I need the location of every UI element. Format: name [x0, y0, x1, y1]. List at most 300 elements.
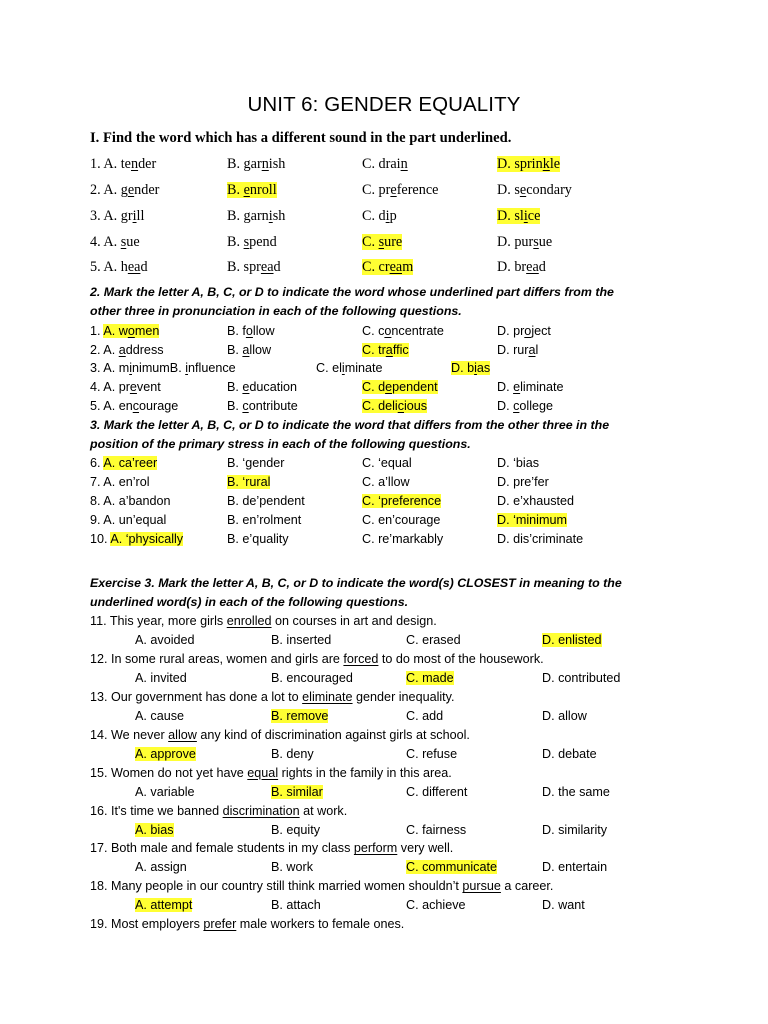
text-segment: C. achieve [406, 898, 466, 913]
highlighted-text: ious [404, 399, 428, 413]
underlined-text: i [129, 361, 133, 375]
answer-option [271, 671, 353, 685]
answer-option [227, 234, 277, 251]
text-segment: a career. [500, 879, 554, 894]
answer-option [362, 399, 427, 413]
text-segment: p [389, 208, 397, 224]
text-segment: B. gar [227, 156, 262, 172]
answer-option [90, 513, 166, 527]
underlined-text: equal [247, 765, 279, 780]
answer-option [497, 532, 583, 546]
answer-option [90, 532, 183, 546]
underlined-text: i [523, 208, 528, 224]
text-segment: sh [272, 208, 286, 224]
underlined-text: e [390, 182, 397, 198]
answer-option [497, 494, 574, 508]
underlined-text: i [132, 208, 137, 224]
question-stem [90, 879, 553, 893]
highlighted-text: ure [384, 234, 403, 250]
text-segment: D. dis’criminate [497, 532, 584, 546]
text-segment: B. spr [227, 259, 261, 275]
answer-option [497, 208, 540, 225]
underlined-text: i [185, 361, 189, 375]
text-segment: 6. [90, 456, 104, 470]
text-segment: D. pur [497, 234, 534, 250]
highlighted-text: A. ‘physically [110, 532, 184, 546]
answer-option [227, 259, 281, 276]
text-segment: minate [344, 361, 383, 375]
text-segment: D. want [542, 898, 585, 913]
text-segment: C. en’courage [362, 513, 441, 527]
text-segment: B. attach [271, 898, 321, 913]
underlined-text: s [533, 234, 539, 250]
underlined-text: a [528, 343, 536, 357]
answer-option [271, 823, 320, 837]
question-stem [90, 804, 347, 818]
text-segment: 14. We never [90, 727, 169, 742]
answer-option [542, 671, 620, 685]
answer-option [90, 380, 161, 394]
answer-option [362, 456, 412, 470]
text-segment: ncentrate [391, 324, 444, 338]
section-heading: Exercise 3. Mark the letter A, B, C, or D to indicate the word(s) CLOSEST in meaning to the [90, 576, 622, 590]
answer-option [362, 380, 438, 394]
answer-row [0, 709, 768, 729]
answer-row [0, 823, 768, 843]
highlighted-text: m [402, 259, 414, 275]
text-segment: d [273, 259, 281, 275]
underlined-text: c [513, 399, 520, 413]
answer-option [497, 343, 538, 357]
question-row [0, 343, 768, 363]
answer-option [227, 343, 271, 357]
text-segment: C. re’markably [362, 532, 444, 546]
answer-row [0, 633, 768, 653]
text-segment: C. add [406, 708, 444, 723]
underlined-text: allow [168, 727, 197, 742]
text-segment: C. erased [406, 633, 461, 647]
answer-option [135, 785, 195, 799]
section-heading: other three in pronunciation in each of the following questions. [90, 304, 462, 318]
question-row [0, 380, 768, 400]
answer-option [90, 494, 171, 508]
answer-option [362, 234, 402, 251]
underlined-text: discrimination [222, 803, 300, 818]
text-segment: 12. In some rural areas, women and girls are [90, 651, 344, 666]
text-segment: gender inequality. [352, 689, 455, 704]
text-segment: nfluence [188, 361, 236, 375]
question-row [0, 513, 768, 533]
question-row [0, 208, 768, 228]
answer-option [227, 324, 275, 338]
highlighted-text: B. similar [271, 784, 323, 799]
text-segment: ddress [125, 343, 164, 357]
answer-option [542, 747, 597, 761]
text-segment: B. inserted [271, 633, 332, 647]
text-segment: liminate [520, 380, 564, 394]
answer-option [227, 182, 277, 199]
answer-option [90, 324, 159, 338]
text-segment: ue [126, 234, 140, 250]
text-segment: 17. Both male and female students in my class [90, 841, 354, 856]
highlighted-text: C. d [362, 380, 386, 394]
text-segment: ourage [139, 399, 179, 413]
highlighted-text: D. b [451, 361, 475, 375]
highlighted-text: D. enlisted [542, 633, 602, 647]
answer-option [362, 324, 444, 338]
answer-option [90, 399, 178, 413]
text-segment: nder [134, 182, 160, 198]
highlighted-text: D. ‘minimum [497, 513, 567, 527]
highlighted-text: ffic [392, 343, 409, 357]
answer-option [135, 860, 187, 874]
answer-option [542, 709, 587, 723]
text-segment: B. encouraged [271, 670, 353, 685]
text-segment: 13. Our government has done a lot to [90, 689, 303, 704]
highlighted-text: D. sl [497, 208, 524, 224]
text-segment: ll [136, 208, 145, 224]
text-segment: on courses in art and design. [271, 614, 437, 628]
underlined-text: s [378, 234, 385, 250]
text-segment: B. [227, 234, 244, 250]
highlighted-text: ce [527, 208, 541, 224]
answer-option [406, 785, 467, 799]
underlined-text: a [242, 343, 250, 357]
answer-option [90, 182, 159, 199]
text-segment: D. contributed [542, 670, 621, 685]
question-row [0, 156, 768, 176]
answer-option [497, 324, 551, 338]
question-row [0, 259, 768, 279]
text-segment: D. [497, 380, 514, 394]
answer-option [406, 709, 443, 723]
text-segment: C. pr [362, 182, 391, 198]
text-segment: d [140, 259, 148, 275]
highlighted-text: pendent [392, 380, 438, 394]
answer-option [227, 399, 298, 413]
highlighted-text: as [476, 361, 491, 375]
question-row [0, 182, 768, 202]
text-segment: A. variable [135, 784, 195, 799]
underlined-text: s [243, 234, 250, 250]
text-segment: B. work [271, 860, 313, 875]
answer-option [542, 785, 610, 799]
highlighted-text: C. ‘preference [362, 494, 442, 508]
question-row [0, 532, 768, 552]
underlined-text: forced [343, 651, 379, 666]
answer-row [0, 671, 768, 691]
text-segment: 5. A. h [90, 259, 128, 275]
text-segment: C. a’llow [362, 475, 410, 489]
text-segment: nimumB. [132, 361, 186, 375]
question-stem [90, 690, 455, 704]
section-heading: 3. Mark the letter A, B, C, or D to indicate the word that differs from the other three in the [90, 418, 610, 432]
highlighted-text: A. w [103, 324, 128, 338]
text-segment: at work. [299, 803, 348, 818]
text-segment: ollege [519, 399, 554, 413]
answer-option [451, 361, 490, 375]
answer-option [135, 747, 196, 761]
answer-option [497, 182, 572, 199]
answer-option [362, 494, 441, 508]
answer-option [227, 494, 305, 508]
text-segment: 1. A. te [90, 156, 131, 172]
answer-option [497, 475, 549, 489]
answer-option [90, 208, 144, 225]
underlined-text: ea [389, 259, 403, 275]
page-title: UNIT 6: GENDER EQUALITY [247, 93, 521, 116]
answer-option [227, 456, 284, 470]
question-row [0, 234, 768, 254]
answer-option [542, 898, 585, 912]
text-segment: B. de’pendent [227, 494, 305, 508]
answer-option [316, 361, 383, 375]
highlighted-text: B. ‘rural [227, 475, 271, 489]
underlined-text: n [400, 156, 408, 172]
text-segment: B. equity [271, 822, 321, 837]
answer-option [271, 747, 314, 761]
answer-option [542, 823, 607, 837]
underlined-text: a [385, 343, 393, 357]
underlined-text: o [384, 324, 392, 338]
answer-option [362, 208, 397, 225]
text-segment: C. el [316, 361, 342, 375]
highlighted-text: A. ca’reer [103, 456, 158, 470]
answer-option [497, 259, 546, 276]
text-segment: ue [538, 234, 553, 250]
text-segment: D. pr [497, 324, 525, 338]
underlined-text: ea [127, 259, 141, 275]
text-segment: B. en’rolment [227, 513, 302, 527]
text-segment: d [538, 259, 546, 275]
underlined-text: enrolled [226, 614, 272, 628]
question-row [0, 456, 768, 476]
answer-option [90, 259, 148, 276]
highlighted-text: le [549, 156, 561, 172]
question-stem [90, 917, 404, 931]
highlighted-text: A. bias [135, 822, 174, 837]
text-segment: 16. It's time we banned [90, 803, 223, 818]
text-segment: ference [396, 182, 439, 198]
text-segment: D. debate [542, 746, 597, 761]
underlined-text: o [524, 324, 532, 338]
text-segment: ducation [249, 380, 298, 394]
answer-option [271, 785, 323, 799]
text-segment: D. the same [542, 784, 610, 799]
question-row [0, 324, 768, 344]
text-segment: 9. A. un’equal [90, 513, 167, 527]
question-stem [90, 766, 452, 780]
question-stem [90, 841, 453, 855]
answer-option [497, 399, 553, 413]
text-segment: C. different [406, 784, 468, 799]
answer-option [271, 860, 313, 874]
answer-option [497, 456, 539, 470]
text-segment: 2. A. g [90, 182, 128, 198]
answer-option [90, 456, 157, 470]
text-segment: 19. Most employers [90, 917, 204, 932]
answer-option [362, 343, 409, 357]
answer-option [362, 513, 440, 527]
underlined-text: e [385, 380, 393, 394]
section-heading: position of the primary stress in each of the following questions. [90, 437, 471, 451]
question-stem [90, 728, 470, 742]
text-segment: any kind of discrimination against girls at school. [196, 727, 470, 742]
underlined-text: c [132, 399, 140, 413]
text-segment: B. ‘gender [227, 456, 285, 470]
text-segment: C. d [362, 208, 386, 224]
question-row [0, 361, 768, 381]
text-segment: 2. A. [90, 343, 119, 357]
underlined-text: ea [526, 259, 539, 275]
answer-option [271, 633, 331, 647]
answer-option [497, 513, 567, 527]
underlined-text: i [385, 208, 390, 224]
answer-option [135, 709, 184, 723]
text-segment: condary [526, 182, 572, 198]
text-segment: D. ‘bias [497, 456, 539, 470]
text-segment: 10. [90, 532, 111, 546]
text-segment: ish [268, 156, 286, 172]
text-segment: C. ‘equal [362, 456, 412, 470]
answer-option [227, 475, 270, 489]
underlined-text: eliminate [302, 689, 353, 704]
text-segment: A. assign [135, 860, 187, 875]
text-segment: llow [252, 324, 275, 338]
text-segment: 7. A. en’rol [90, 475, 150, 489]
underlined-text: e [243, 182, 250, 198]
text-segment: 1. [90, 324, 104, 338]
underlined-text: e [242, 380, 250, 394]
text-segment: ject [531, 324, 551, 338]
text-segment: B. [227, 343, 243, 357]
text-segment: C. drai [362, 156, 401, 172]
answer-option [406, 823, 466, 837]
text-segment: C. refuse [406, 746, 458, 761]
answer-option [406, 633, 461, 647]
highlighted-text: C. tr [362, 343, 386, 357]
text-segment: C. c [362, 324, 385, 338]
answer-option [227, 513, 301, 527]
text-segment: A. cause [135, 708, 185, 723]
question-row [0, 399, 768, 419]
text-segment: B. f [227, 324, 246, 338]
text-segment: A. avoided [135, 633, 195, 647]
text-segment: 11. This year, more girls [90, 614, 227, 628]
answer-option [497, 380, 564, 394]
text-segment: 4. A. [90, 234, 121, 250]
answer-option [406, 747, 457, 761]
text-segment: 15. Women do not yet have [90, 765, 248, 780]
text-segment: B. [227, 399, 243, 413]
answer-option [542, 633, 602, 647]
highlighted-text: C. cr [362, 259, 390, 275]
text-segment: D. s [497, 182, 520, 198]
answer-option [135, 898, 192, 912]
answer-option [227, 532, 289, 546]
highlighted-text: men [134, 324, 160, 338]
underlined-text: i [268, 208, 273, 224]
underlined-text: o [245, 324, 253, 338]
text-segment: 5. A. en [90, 399, 133, 413]
underlined-text: k [542, 156, 550, 172]
answer-option [271, 709, 328, 723]
answer-option [90, 156, 156, 173]
answer-option [90, 343, 164, 357]
text-segment: 4. A. pr [90, 380, 130, 394]
text-segment: D. allow [542, 708, 587, 723]
answer-option [406, 860, 497, 874]
text-segment: D. br [497, 259, 527, 275]
question-row [0, 475, 768, 495]
highlighted-text: B. [227, 182, 244, 198]
answer-option [271, 898, 321, 912]
text-segment: A. invited [135, 670, 187, 685]
answer-option [90, 361, 236, 375]
underlined-text: e [127, 182, 135, 198]
answer-option [90, 234, 140, 251]
text-segment: rights in the family in this area. [278, 765, 452, 780]
answer-option [135, 633, 195, 647]
underlined-text: a [118, 343, 126, 357]
answer-option [362, 156, 408, 173]
underlined-text: i [474, 361, 477, 375]
text-segment: 3. A. m [90, 361, 130, 375]
text-segment: B. garn [227, 208, 269, 224]
answer-option [227, 380, 297, 394]
text-segment: C. fairness [406, 822, 467, 837]
answer-option [497, 156, 560, 173]
highlighted-text: nroll [249, 182, 277, 198]
text-segment: D. [497, 399, 514, 413]
answer-option [362, 475, 410, 489]
text-segment: vent [136, 380, 161, 394]
text-segment: D. rur [497, 343, 529, 357]
answer-option [542, 860, 607, 874]
text-segment: very well. [397, 841, 454, 856]
text-segment: B. [227, 380, 243, 394]
answer-option [406, 898, 466, 912]
underlined-text: n [261, 156, 269, 172]
text-segment: D. similarity [542, 822, 608, 837]
answer-option [406, 671, 454, 685]
highlighted-text: D. sprin [497, 156, 543, 172]
answer-row [0, 898, 768, 918]
text-segment: B. e’quality [227, 532, 289, 546]
highlighted-text: B. remove [271, 708, 329, 723]
section-heading: 2. Mark the letter A, B, C, or D to indicate the word whose underlined part differs from the [90, 285, 614, 299]
text-segment: ontribute [248, 399, 298, 413]
underlined-text: perform [353, 841, 398, 856]
underlined-text: c [397, 399, 404, 413]
text-segment: l [535, 343, 539, 357]
highlighted-text: C. deli [362, 399, 398, 413]
underlined-text: e [519, 182, 527, 198]
underlined-text: s [120, 234, 127, 250]
text-segment: 8. A. a’bandon [90, 494, 171, 508]
question-stem [90, 652, 544, 666]
text-segment: D. e’xhausted [497, 494, 575, 508]
underlined-text: prefer [203, 917, 237, 932]
underlined-text: i [341, 361, 345, 375]
answer-option [227, 208, 285, 225]
section-heading: I. Find the word which has a different sound in the part underlined. [90, 130, 512, 146]
answer-option [90, 475, 150, 489]
underlined-text: o [127, 324, 135, 338]
highlighted-text: C. made [406, 670, 454, 685]
answer-option [135, 671, 187, 685]
underlined-text: ea [260, 259, 274, 275]
